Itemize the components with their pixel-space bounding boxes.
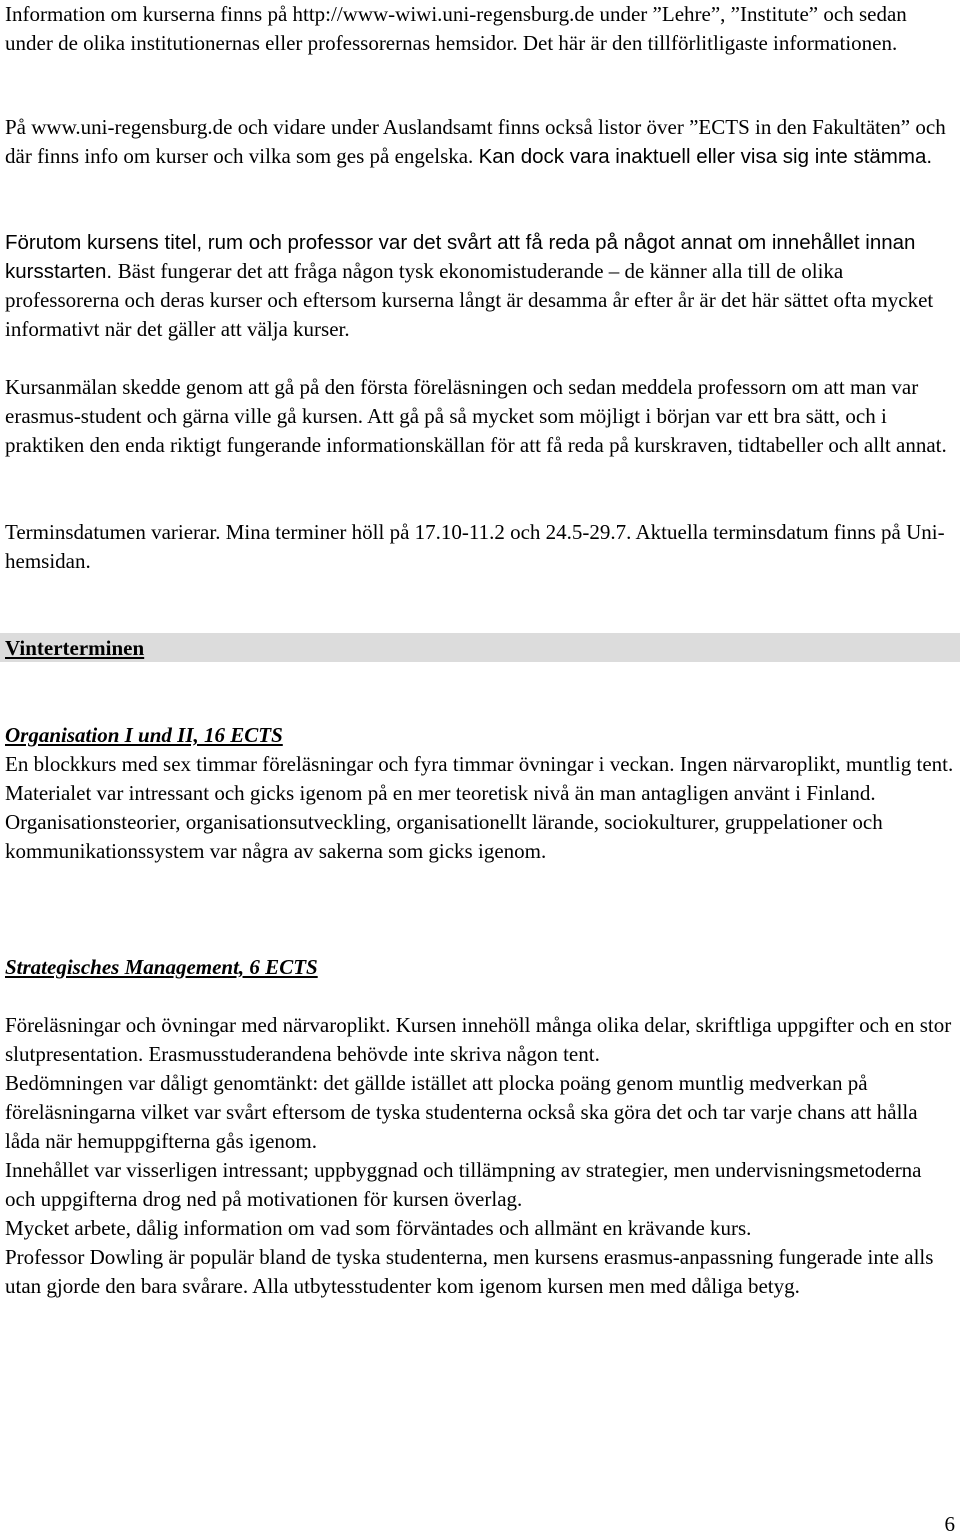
intro-paragraph-5: Terminsdatumen varierar. Mina terminer höll på 17.10-11.2 och 24.5-29.7. Aktuella terminsdatum finns på Uni-hemsidan. — [5, 520, 945, 573]
course-organisation — [5, 721, 955, 866]
intro-paragraph-1: Information om kurserna finns på http://www-wiwi.uni-regensburg.de under ”Lehre”, ”Institute” och sedan under de olika institutionernas eller professorernas hemsidor. Det här är den tillförlitligaste informationen. — [5, 2, 907, 55]
intro-paragraph-3 — [5, 228, 955, 344]
intro-paragraph-4: Kursanmälan skedde genom att gå på den första föreläsningen och sedan meddela professorn om att man var erasmus-student och gärna ville gå kursen. Att gå på så mycket som möjligt i början var ett bra sätt, och i praktiken den enda riktigt fungerande informationskällan för att få reda på kurskraven, tidtabeller och allt annat. — [5, 375, 947, 457]
course-line: Föreläsningar och övningar med närvaroplikt. Kursen innehöll många olika delar, skriftliga uppgifter och en stor slutpresentation. Erasmusstuderandena behövde inte skriva någon tent. — [5, 1013, 952, 1066]
intro-paragraph-2-sans: Kan dock vara inaktuell eller visa sig inte stämma. — [478, 145, 933, 168]
course-line: Bedömningen var dåligt genomtänkt: det gällde istället att plocka poäng genom muntlig medverkan på föreläsningarna vilket var svårt eftersom de tyska studenterna också ska göra det och tar varje chans att hålla låda när hemuppgifterna gås igenom. — [5, 1071, 918, 1153]
intro-paragraph-3-sans: Förutom kursens titel, rum och professor var det svårt att få reda på något annat om innehållet innan kursstarten. — [5, 231, 916, 283]
course-line: En blockkurs med sex timmar föreläsningar och fyra timmar övningar i veckan. Ingen närvaroplikt, muntlig tent. — [5, 752, 954, 776]
intro-paragraph-3-serif: Bäst fungerar det att fråga någon tysk ekonomistuderande – de känner alla till de olika professorerna och deras kurser och eftersom kurserna långt är desamma år efter år är det här sättet ofta mycket informativt när det gäller att välja kurser. — [5, 259, 934, 341]
section-heading-bar — [0, 633, 960, 662]
intro-paragraph-2-serif: På www.uni-regensburg.de och vidare under Auslandsamt finns också listor över ”ECTS in den Fakultäten” och där finns info om kurser och vilka som ges på engelska. — [5, 115, 946, 168]
intro-paragraph-2 — [5, 113, 955, 171]
course-line: Innehållet var visserligen intressant; uppbyggnad och tillämpning av strategier, men undervisningsmetoderna och uppgifterna drog ned på motivationen för kursen överlag. — [5, 1158, 922, 1211]
course-line: Professor Dowling är populär bland de tyska studenterna, men kursens erasmus-anpassning fungerade inte alls utan gjorde den bara svårare. Alla utbytesstudenter kom igenom kursen men med dåliga betyg. — [5, 1245, 934, 1298]
page-number: 6 — [944, 1512, 955, 1536]
course-strategisches-management — [5, 953, 955, 1301]
course-line: Materialet var intressant och gicks igenom på en mer teoretisk nivå än man antagligen använt i Finland. Organisationsteorier, organisationsutveckling, organisationellt lärande, sociokulturer, gruppelationer och kommunikationssystem var några av sakerna som gicks igenom. — [5, 781, 883, 863]
course-title: Strategisches Management, 6 ECTS — [5, 955, 318, 979]
course-line: Mycket arbete, dålig information om vad som förväntades och allmänt en krävande kurs. — [5, 1216, 752, 1240]
section-title: Vinterterminen — [5, 636, 145, 660]
course-title: Organisation I und II, 16 ECTS — [5, 723, 283, 747]
